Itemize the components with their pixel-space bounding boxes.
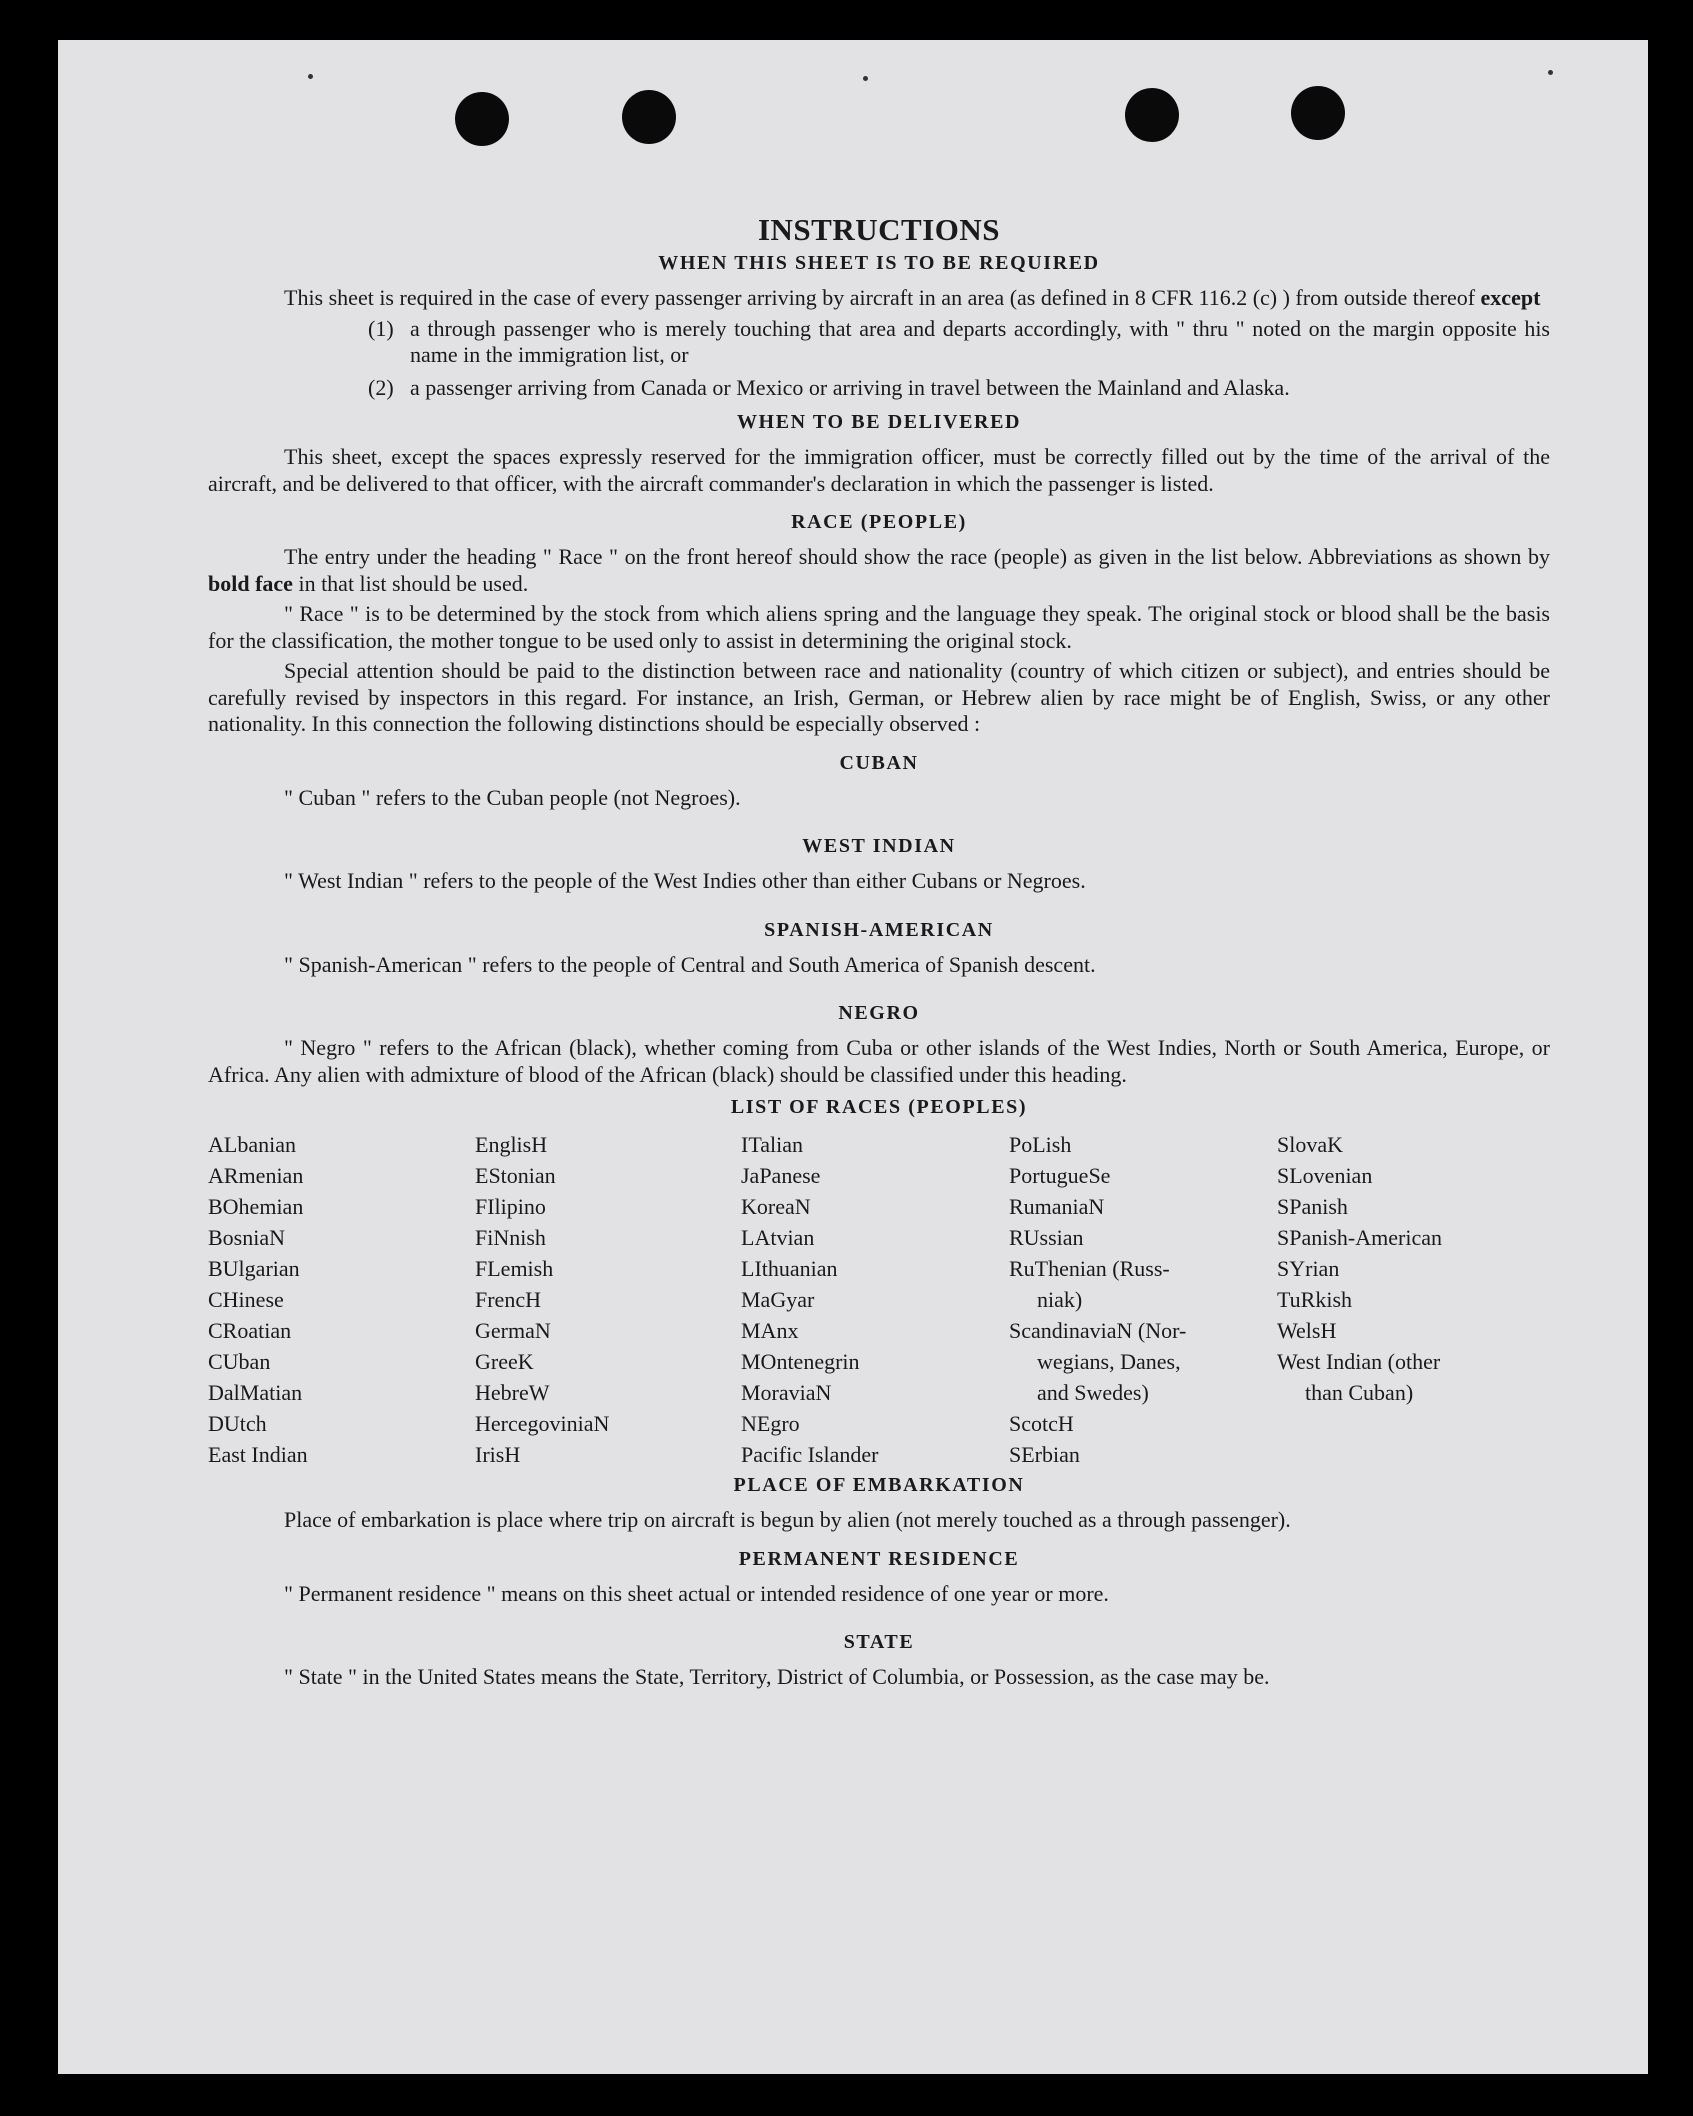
heading-embarkation: PLACE OF EMBARKATION — [733, 1474, 1025, 1496]
exception-item: (2) a passenger arriving from Canada or Mexico or arriving in travel between the Mainland and Alaska. — [368, 374, 1290, 400]
punch-hole — [1291, 86, 1345, 140]
page-title: INSTRUCTIONS — [757, 212, 1000, 247]
race-entry: RumaniaN — [1009, 1194, 1105, 1219]
race-entry: SPanish — [1277, 1194, 1348, 1219]
negro-text: " Negro " refers to the African (black), whether coming from Cuba or other islands of the West Indies, North or South America, Europe, or Africa. Any alien with admixture of blood of the African (black) should be classified under this heading. — [208, 1035, 1550, 1087]
heading-spanish-american: SPANISH-AMERICAN — [764, 918, 994, 941]
race-entry: LIthuanian — [741, 1256, 838, 1281]
heading-negro: NEGRO — [838, 1002, 920, 1024]
race-entry: HebreW — [475, 1380, 550, 1405]
race-entry: MaGyar — [741, 1287, 815, 1312]
race-entry: MAnx — [741, 1318, 799, 1343]
race-entry: RUssian — [1009, 1225, 1084, 1250]
race-entry: GermaN — [475, 1318, 551, 1343]
race-entry: KoreaN — [741, 1194, 811, 1219]
race-entry: West Indian (other — [1277, 1349, 1441, 1374]
heading-when-delivered: WHEN TO BE DELIVERED — [736, 411, 1022, 433]
races-column — [208, 1129, 475, 1470]
when-required-text: This sheet is required in the case of every passenger arriving by aircraft in an area (as defined in 8 CFR 116.2 (c) ) from outside thereof except — [284, 285, 1541, 310]
when-delivered-text: This sheet, except the spaces expressly reserved for the immigration officer, must be correctly filled out by the time of the arrival of the aircraft, and be delivered to that officer, with the aircraft commander's declaration in which the passenger is listed. — [208, 444, 1550, 496]
race-entry: BosniaN — [208, 1225, 285, 1250]
heading-permanent-residence: PERMANENT RESIDENCE — [738, 1547, 1020, 1570]
race-entry: ARmenian — [208, 1163, 304, 1188]
race-paragraph-2: " Race " is to be determined by the stock from which aliens spring and the language they speak. The original stock or blood shall be the basis for the classification, the mother tongue to be used only to assist in determining the original stock. — [208, 601, 1550, 653]
race-entry: ITalian — [741, 1132, 803, 1157]
punch-hole — [622, 90, 676, 144]
race-entry: CHinese — [208, 1287, 284, 1312]
race-entry: DUtch — [208, 1411, 267, 1436]
west-indian-text: " West Indian " refers to the people of the West Indies other than either Cubans or Negroes. — [284, 868, 1086, 893]
heading-list-of-races: LIST OF RACES (PEOPLES) — [730, 1096, 1028, 1118]
race-entry: PoLish — [1009, 1132, 1072, 1157]
race-entry: MOntenegrin — [741, 1349, 860, 1374]
state-text: " State " in the United States means the State, Territory, District of Columbia, or Possession, as the case may be. — [284, 1664, 1270, 1689]
race-entry: SPanish-American — [1277, 1225, 1442, 1250]
races-column — [1009, 1129, 1277, 1470]
race-entry: ScandinaviaN (Nor- — [1009, 1318, 1187, 1343]
race-entry: East Indian — [208, 1442, 308, 1467]
race-entry: wegians, Danes, — [1037, 1349, 1181, 1374]
races-list — [208, 1129, 1550, 1470]
race-entry: SErbian — [1009, 1442, 1080, 1467]
race-entry: niak) — [1037, 1287, 1083, 1312]
race-entry: SLovenian — [1277, 1163, 1373, 1188]
race-entry: than Cuban) — [1305, 1380, 1414, 1405]
race-entry: CUban — [208, 1349, 271, 1374]
race-entry: PortugueSe — [1009, 1163, 1111, 1188]
residence-text: " Permanent residence " means on this sheet actual or intended residence of one year or more. — [284, 1580, 1109, 1606]
race-paragraph-3: Special attention should be paid to the distinction between race and nationality (country of which citizen or subject), and entries should be carefully revised by inspectors in this regard. For instance, an Irish, German, or Hebrew alien by race might be of English, Swiss, or any other nationality. In this connection the following distinctions should be especially observed : — [208, 658, 1550, 736]
speck — [308, 74, 313, 79]
heading-when-required: WHEN THIS SHEET IS TO BE REQUIRED — [658, 252, 1100, 274]
race-entry: GreeK — [475, 1349, 534, 1374]
races-column — [1277, 1129, 1537, 1470]
race-entry: Pacific Islander — [741, 1442, 879, 1467]
race-entry: TuRkish — [1277, 1287, 1353, 1312]
heading-cuban: CUBAN — [839, 751, 919, 774]
race-entry: and Swedes) — [1037, 1380, 1149, 1405]
race-entry: ALbanian — [208, 1132, 296, 1157]
races-column — [741, 1129, 1009, 1470]
race-entry: SlovaK — [1277, 1132, 1343, 1157]
cuban-text: " Cuban " refers to the Cuban people (not Negroes). — [284, 784, 741, 810]
race-entry: FLemish — [475, 1256, 554, 1281]
race-entry: RuThenian (Russ- — [1009, 1256, 1170, 1281]
speck — [1548, 70, 1553, 75]
punch-hole — [1125, 88, 1179, 142]
race-entry: CRoatian — [208, 1318, 292, 1343]
race-entry: HercegoviniaN — [475, 1411, 610, 1436]
race-entry: IrisH — [475, 1442, 521, 1467]
page-content — [208, 170, 1550, 1691]
spanish-american-text: " Spanish-American " refers to the people of Central and South America of Spanish descent. — [284, 951, 1096, 977]
race-entry: FIlipino — [475, 1194, 546, 1219]
heading-race: RACE (PEOPLE) — [791, 511, 967, 533]
embarkation-text: Place of embarkation is place where trip on aircraft is begun by alien (not merely touched as a through passenger). — [284, 1507, 1291, 1532]
race-entry: FrencH — [475, 1287, 541, 1312]
race-entry: WelsH — [1277, 1318, 1337, 1343]
race-entry: ScotcH — [1009, 1411, 1074, 1436]
race-entry: FiNnish — [475, 1225, 546, 1250]
race-entry: BUlgarian — [208, 1256, 300, 1281]
punch-hole — [455, 92, 509, 146]
race-paragraph-1: The entry under the heading " Race " on the front hereof should show the race (people) as given in the list below. Abbreviations as shown by bold face in that list should be used. — [208, 544, 1550, 596]
exception-item: (1) a through passenger who is merely touching that area and departs accordingly, with " thru " noted on the margin opposite his name in the immigration list, or — [368, 315, 1550, 367]
race-entry: BOhemian — [208, 1194, 304, 1219]
speck — [863, 76, 868, 81]
race-entry: NEgro — [741, 1411, 800, 1436]
race-entry: DalMatian — [208, 1380, 303, 1405]
race-entry: JaPanese — [741, 1163, 821, 1188]
heading-west-indian: WEST INDIAN — [802, 835, 956, 857]
document-sheet — [58, 40, 1648, 2074]
race-entry: MoraviaN — [741, 1380, 832, 1405]
races-column — [475, 1129, 741, 1470]
race-entry: EnglisH — [475, 1132, 548, 1157]
heading-state: STATE — [843, 1631, 915, 1653]
race-entry: EStonian — [475, 1163, 556, 1188]
race-entry: LAtvian — [741, 1225, 815, 1250]
race-entry: SYrian — [1277, 1256, 1340, 1281]
